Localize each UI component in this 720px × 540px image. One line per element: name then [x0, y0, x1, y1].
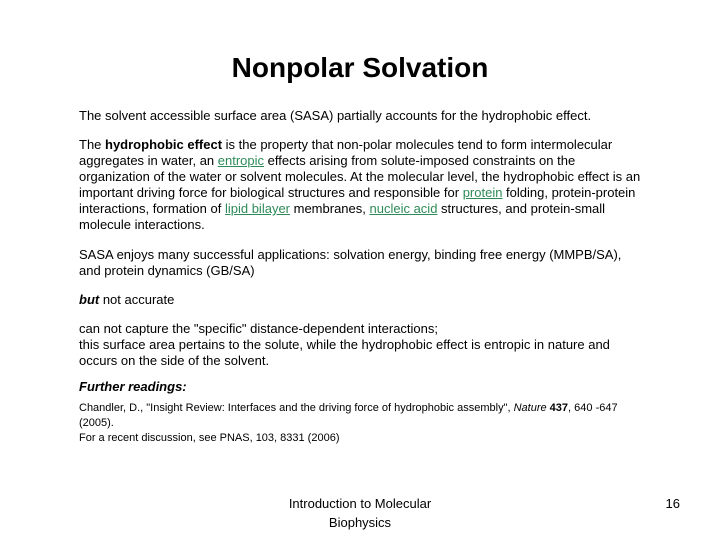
protein-link[interactable]: protein [462, 185, 503, 200]
hydrophobic-effect-term: hydrophobic effect [105, 137, 223, 152]
hydro-lead: The [79, 137, 106, 152]
but-rest: not accurate [99, 292, 175, 307]
page-number: 16 [665, 496, 680, 511]
reference-chandler [79, 401, 645, 431]
footer-line-1: Introduction to Molecular [288, 496, 432, 511]
cannot-line-1: can not capture the "specific" distance-dependent interactions; [79, 321, 439, 336]
lipid-bilayer-link[interactable]: lipid bilayer [224, 201, 291, 216]
reference-pnas: For a recent discussion, see PNAS, 103, 8331 (2006) [79, 432, 340, 444]
footer-line-2: Biophysics [328, 515, 392, 530]
nucleic-acid-link[interactable]: nucleic acid [369, 201, 438, 216]
but-word: but [79, 292, 100, 307]
intro-paragraph: The solvent accessible surface area (SASA) partially accounts for the hydrophobic effect. [79, 108, 592, 123]
ref1-post: , 640 -647 (2005). [79, 402, 618, 429]
but-paragraph [79, 292, 645, 308]
slide-body [79, 108, 645, 446]
footer-course-title [260, 494, 460, 532]
hydro-text-5: structures, and protein-small molecule interactions. [79, 201, 606, 232]
further-readings-heading: Further readings: [79, 379, 187, 394]
hydro-text-3: folding, protein-protein interactions, formation of [79, 185, 636, 216]
cannot-line-2: this surface area pertains to the solute, while the hydrophobic effect is entropic in nature and occurs on the side of the solvent. [79, 337, 610, 368]
slide-title: Nonpolar Solvation [231, 52, 489, 83]
ref1-volume: 437 [546, 402, 569, 414]
hydro-text-2: effects arising from solute-imposed constraints on the organization of the water or solvent molecules. At the molecular level, the hydrophobic effect is an important driving force for biological structures and responsible for [79, 153, 641, 200]
cannot-paragraph [79, 321, 645, 369]
references [79, 401, 645, 446]
hydro-text-4: membranes, [290, 201, 370, 216]
ref1-pre: Chandler, D., "Insight Review: Interfaces and the driving force of hydrophobic assembly", [79, 402, 514, 414]
ref1-journal: Nature [513, 402, 547, 414]
entropic-link[interactable]: entropic [217, 153, 265, 168]
hydrophobic-paragraph [79, 137, 645, 233]
hydro-text-1: is the property that non-polar molecules tend to form intermolecular aggregates in water, an [79, 137, 613, 168]
sasa-paragraph: SASA enjoys many successful applications: solvation energy, binding free energy (MMPB/SA), and protein dynamics (GB/SA) [79, 247, 622, 278]
